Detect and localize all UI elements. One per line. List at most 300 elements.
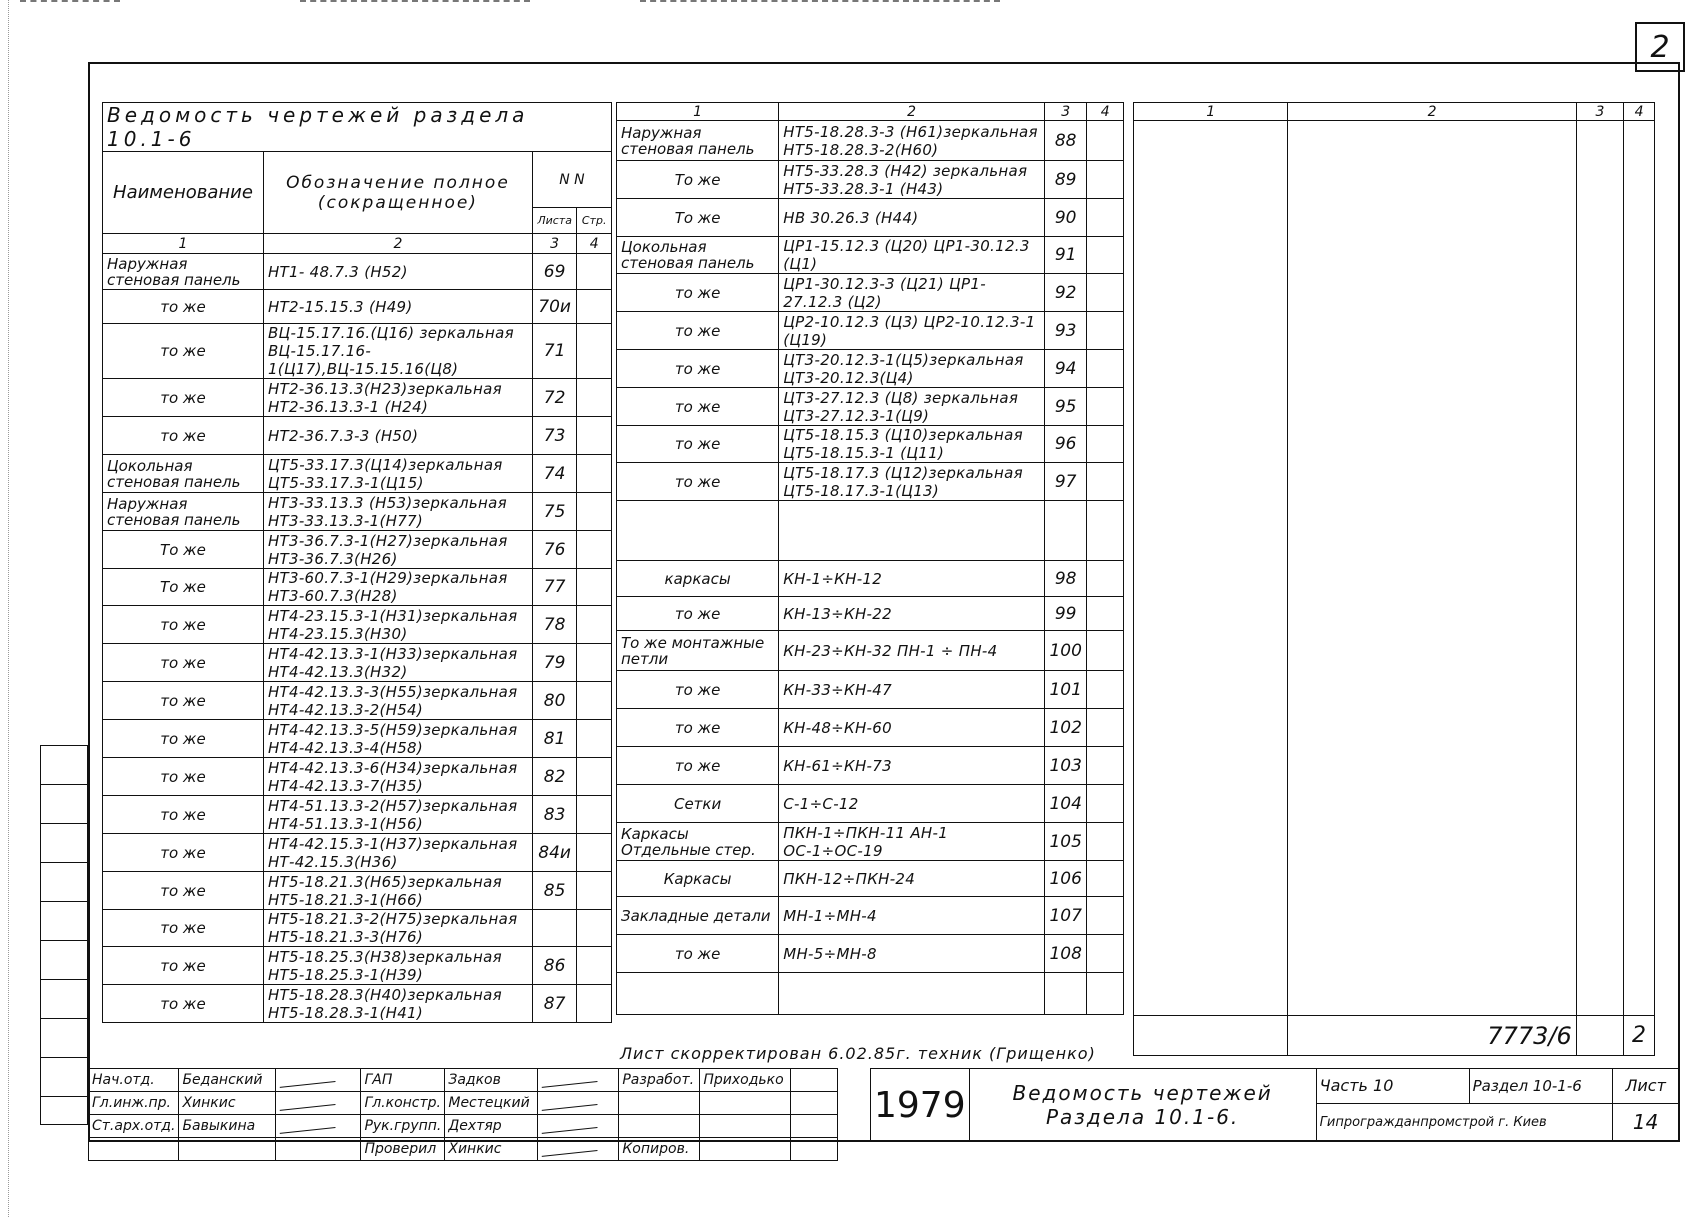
row-designation: НТ1- 48.7.3 (Н52) [263, 254, 532, 290]
row-name: Каркасы [617, 861, 779, 897]
row-sheet-number: 108 [1044, 935, 1087, 973]
table-row [103, 796, 612, 834]
row-page [1087, 823, 1124, 861]
row-page [1087, 426, 1124, 463]
row-designation [779, 973, 1045, 1015]
row-designation: С-1÷С-12 [779, 785, 1045, 823]
row-sheet-number [1044, 501, 1087, 561]
row-page [1087, 897, 1124, 935]
signature [538, 1069, 619, 1092]
stamp-role: Гл.инж.пр. [89, 1092, 179, 1115]
row-sheet-number: 81 [532, 720, 576, 758]
row-sheet-number: 95 [1044, 388, 1087, 426]
row-designation: КН-48÷КН-60 [779, 709, 1045, 747]
row-name: то же [103, 758, 264, 796]
col-index: 3 [1044, 103, 1087, 121]
table-row [103, 910, 612, 947]
row-name: Наружная стеновая панель [617, 121, 779, 161]
row-page [1087, 973, 1124, 1015]
table-row [103, 758, 612, 796]
sheet-value: 14 [1612, 1103, 1679, 1141]
row-name: то же [103, 417, 264, 455]
signature [276, 1092, 361, 1115]
row-page [1087, 274, 1124, 312]
row-page [577, 758, 612, 796]
row-designation: НТ3-36.7.3-1(Н27)зеркальная НТ3-36.7.3(Н26) [263, 531, 532, 569]
row-page [577, 682, 612, 720]
row-name: То же [617, 199, 779, 237]
table-row [103, 720, 612, 758]
row-page [1087, 388, 1124, 426]
row-name: то же [103, 606, 264, 644]
row-designation [779, 501, 1045, 561]
row-name [617, 501, 779, 561]
row-name: то же [103, 796, 264, 834]
row-designation: НТ4-42.15.3-1(Н37)зеркальная НТ-42.15.3(Н36) [263, 834, 532, 872]
row-sheet-number: 71 [532, 324, 576, 379]
stamp-name: Задков [445, 1069, 538, 1092]
row-sheet-number: 103 [1044, 747, 1087, 785]
row-designation: ЦР2-10.12.3 (Ц3) ЦР2-10.12.3-1 (Ц19) [779, 312, 1045, 350]
table-row [103, 324, 612, 379]
row-sheet-number: 106 [1044, 861, 1087, 897]
row-page [1087, 463, 1124, 501]
row-designation: КН-61÷КН-73 [779, 747, 1045, 785]
binding-stamp-strip [40, 745, 88, 1125]
signature-mark [279, 1069, 336, 1088]
table-row [617, 312, 1124, 350]
row-page [577, 493, 612, 531]
signature-row [89, 1092, 838, 1115]
row-designation: НТ4-42.13.3-1(Н33)зеркальная НТ4-42.13.3(Н32) [263, 644, 532, 682]
row-sheet-number: 80 [532, 682, 576, 720]
signature [538, 1138, 619, 1161]
stamp-name: Местецкий [445, 1092, 538, 1115]
stamp-name [179, 1138, 276, 1161]
stamp-role: ГАП [361, 1069, 445, 1092]
signature-row [89, 1069, 838, 1092]
row-designation: НТ5-18.28.3(Н40)зеркальная НТ5-18.28.3-1(Н41) [263, 985, 532, 1023]
stamp-name: Приходько [700, 1069, 791, 1092]
row-designation: НТ5-18.25.3(Н38)зеркальная НТ5-18.25.3-1(Н39) [263, 947, 532, 985]
stamp-name: Бавыкина [179, 1115, 276, 1138]
row-sheet-number: 74 [532, 455, 576, 493]
row-sheet-number [532, 910, 576, 947]
signature [791, 1115, 838, 1138]
row-name: то же [617, 463, 779, 501]
row-page [577, 569, 612, 606]
row-sheet-number: 72 [532, 379, 576, 417]
row-page [577, 834, 612, 872]
row-designation: ЦТ3-27.12.3 (Ц8) зеркальная ЦТ3-27.12.3-1(Ц9) [779, 388, 1045, 426]
row-page [577, 947, 612, 985]
row-name: Каркасы Отдельные стер. [617, 823, 779, 861]
row-name: то же [103, 379, 264, 417]
corner-number: 2 [1624, 1016, 1655, 1056]
table-row [617, 861, 1124, 897]
signature-mark [541, 1069, 598, 1088]
table-row [617, 161, 1124, 199]
table-row [103, 417, 612, 455]
top-edge-mark [20, 0, 120, 16]
row-sheet-number: 86 [532, 947, 576, 985]
table-row [617, 631, 1124, 671]
row-name: то же [617, 935, 779, 973]
row-sheet-number: 97 [1044, 463, 1087, 501]
row-sheet-number: 77 [532, 569, 576, 606]
row-page [577, 531, 612, 569]
row-name: то же [617, 747, 779, 785]
row-name: Наружная стеновая панель [103, 254, 264, 290]
row-page [577, 644, 612, 682]
table-row [617, 501, 1124, 561]
stamp-name: Беданский [179, 1069, 276, 1092]
row-designation: НТ2-36.7.3-3 (Н50) [263, 417, 532, 455]
row-designation: МН-5÷МН-8 [779, 935, 1045, 973]
row-sheet-number: 104 [1044, 785, 1087, 823]
row-sheet-number: 96 [1044, 426, 1087, 463]
row-sheet-number: 91 [1044, 237, 1087, 274]
table-row [103, 606, 612, 644]
row-name: то же [103, 682, 264, 720]
row-page [577, 606, 612, 644]
binding-edge [0, 0, 9, 1217]
row-sheet-number: 99 [1044, 597, 1087, 631]
table-row [617, 973, 1124, 1015]
table-row [617, 561, 1124, 597]
row-designation: ЦТ5-18.17.3 (Ц12)зеркальная ЦТ5-18.17.3-1(Ц13) [779, 463, 1045, 501]
header-nn: N N [532, 152, 611, 208]
header-designation: Обозначение полное (сокращенное) [263, 152, 532, 234]
stamp-role [619, 1092, 700, 1115]
row-designation: НТ4-51.13.3-2(Н57)зеркальная НТ4-51.13.3-1(Н56) [263, 796, 532, 834]
signature-mark [541, 1092, 598, 1111]
table-row [103, 682, 612, 720]
col-index: 4 [1624, 103, 1655, 121]
signature-mark [541, 1138, 598, 1157]
stamp-role: Рук.групп. [361, 1115, 445, 1138]
header-page: Стр. [577, 208, 612, 234]
row-sheet-number: 101 [1044, 671, 1087, 709]
drawing-list-table-left [102, 102, 612, 1023]
row-page [1087, 561, 1124, 597]
row-name: Цокольная стеновая панель [103, 455, 264, 493]
row-name: То же [103, 569, 264, 606]
row-designation: КН-33÷КН-47 [779, 671, 1045, 709]
row-designation: НВ 30.26.3 (Н44) [779, 199, 1045, 237]
row-sheet-number: 94 [1044, 350, 1087, 388]
row-page [577, 985, 612, 1023]
row-page [1087, 350, 1124, 388]
row-designation: ВЦ-15.17.16.(Ц16) зеркальная ВЦ-15.17.16-1(Ц17),ВЦ-15.15.16(Ц8) [263, 324, 532, 379]
row-name: то же [617, 597, 779, 631]
row-sheet-number: 73 [532, 417, 576, 455]
stamp-role: Гл.констр. [361, 1092, 445, 1115]
signature-mark [279, 1115, 336, 1134]
row-sheet-number: 102 [1044, 709, 1087, 747]
row-page [1087, 121, 1124, 161]
row-sheet-number: 88 [1044, 121, 1087, 161]
row-designation: НТ2-15.15.3 (Н49) [263, 290, 532, 324]
sheet-title: Ведомость чертежей Раздела 10.1-6. [969, 1069, 1316, 1142]
signature-row [89, 1115, 838, 1138]
table-row [617, 785, 1124, 823]
stamp-role: Копиров. [619, 1138, 700, 1161]
row-sheet-number: 105 [1044, 823, 1087, 861]
row-name: то же [617, 426, 779, 463]
drawing-number: 7773/6 [1288, 1016, 1576, 1056]
col-index: 3 [1576, 103, 1623, 121]
row-sheet-number: 92 [1044, 274, 1087, 312]
row-name: каркасы [617, 561, 779, 597]
row-sheet-number: 84и [532, 834, 576, 872]
row-name: То же монтажные петли [617, 631, 779, 671]
row-name: Сетки [617, 785, 779, 823]
table-row [103, 531, 612, 569]
part: Часть 10 [1316, 1069, 1469, 1104]
row-sheet-number: 100 [1044, 631, 1087, 671]
row-page [577, 324, 612, 379]
row-page [577, 455, 612, 493]
row-sheet-number: 85 [532, 872, 576, 910]
table-row [617, 597, 1124, 631]
row-page [1087, 199, 1124, 237]
row-page [1087, 631, 1124, 671]
col-index: 2 [1288, 103, 1576, 121]
sheet-label: Лист [1612, 1069, 1679, 1104]
row-sheet-number [1044, 973, 1087, 1015]
stamp-name [700, 1115, 791, 1138]
row-designation: НТ4-42.13.3-6(Н34)зеркальная НТ4-42.13.3-7(Н35) [263, 758, 532, 796]
table-row [103, 455, 612, 493]
stamp-name: Хинкис [445, 1138, 538, 1161]
row-designation: НТ3-60.7.3-1(Н29)зеркальная НТ3-60.7.3(Н28) [263, 569, 532, 606]
table-row [617, 426, 1124, 463]
row-page [1087, 709, 1124, 747]
row-designation: НТ5-18.21.3-2(Н75)зеркальная НТ5-18.21.3-3(Н76) [263, 910, 532, 947]
row-name: то же [103, 985, 264, 1023]
row-designation: НТ3-33.13.3 (Н53)зеркальная НТ3-33.13.3-1(Н77) [263, 493, 532, 531]
section: Раздел 10-1-6 [1469, 1069, 1612, 1104]
table-row [617, 709, 1124, 747]
top-sheet-number: 2 [1635, 22, 1685, 72]
row-sheet-number: 78 [532, 606, 576, 644]
header-name: Наименование [103, 152, 264, 234]
signature-mark [541, 1115, 598, 1134]
table-row [617, 274, 1124, 312]
row-name: Наружная стеновая панель [103, 493, 264, 531]
table-row [103, 947, 612, 985]
row-designation: НТ5-18.28.3-3 (Н61)зеркальная НТ5-18.28.3-2(Н60) [779, 121, 1045, 161]
row-page [1087, 501, 1124, 561]
signature [791, 1069, 838, 1092]
row-name: То же [617, 161, 779, 199]
col-index: 1 [103, 234, 264, 254]
row-name: то же [617, 312, 779, 350]
drawing-list-table-middle [616, 102, 1124, 1015]
row-designation: ЦР1-15.12.3 (Ц20) ЦР1-30.12.3 (Ц1) [779, 237, 1045, 274]
stamp-role: Разработ. [619, 1069, 700, 1092]
row-sheet-number: 75 [532, 493, 576, 531]
row-page [1087, 597, 1124, 631]
table-row [617, 237, 1124, 274]
year: 1979 [871, 1069, 970, 1142]
col-index: 2 [779, 103, 1045, 121]
signature [276, 1115, 361, 1138]
row-name: то же [103, 644, 264, 682]
row-page [1087, 785, 1124, 823]
row-page [1087, 747, 1124, 785]
row-designation: ЦТ3-20.12.3-1(Ц5)зеркальная ЦТ3-20.12.3(Ц4) [779, 350, 1045, 388]
row-name: То же [103, 531, 264, 569]
row-designation: ПКН-1÷ПКН-11 АН-1 ОС-1÷ОС-19 [779, 823, 1045, 861]
stamp-name [700, 1092, 791, 1115]
row-page [577, 254, 612, 290]
row-sheet-number: 82 [532, 758, 576, 796]
signature-row [89, 1138, 838, 1161]
table-row [103, 254, 612, 290]
row-page [1087, 161, 1124, 199]
signature-table [88, 1068, 838, 1161]
row-page [1087, 312, 1124, 350]
table-row [103, 569, 612, 606]
row-sheet-number: 79 [532, 644, 576, 682]
row-page [577, 290, 612, 324]
row-page [1087, 861, 1124, 897]
row-name: то же [103, 720, 264, 758]
stamp-role: Ст.арх.отд. [89, 1115, 179, 1138]
row-sheet-number: 70и [532, 290, 576, 324]
row-page [577, 379, 612, 417]
row-page [1087, 237, 1124, 274]
table-row [617, 463, 1124, 501]
col-index: 2 [263, 234, 532, 254]
header-sheet: Листа [532, 208, 576, 234]
row-page [1087, 935, 1124, 973]
table-row [103, 985, 612, 1023]
signature [538, 1092, 619, 1115]
top-edge-mark [300, 0, 530, 16]
row-name: то же [617, 671, 779, 709]
signature [538, 1115, 619, 1138]
table-row [103, 290, 612, 324]
title-block [88, 1068, 1680, 1157]
table-row [617, 350, 1124, 388]
row-sheet-number: 93 [1044, 312, 1087, 350]
table-row [617, 388, 1124, 426]
row-name: то же [617, 350, 779, 388]
stamp-name: Дехтяр [445, 1115, 538, 1138]
organization: Гипрогражданпромстрой г. Киев [1316, 1103, 1612, 1141]
row-name: то же [103, 290, 264, 324]
row-designation: НТ4-42.13.3-5(Н59)зеркальная НТ4-42.13.3-4(Н58) [263, 720, 532, 758]
row-name: то же [617, 274, 779, 312]
row-designation: КН-23÷КН-32 ПН-1 ÷ ПН-4 [779, 631, 1045, 671]
stamp-name: Хинкис [179, 1092, 276, 1115]
table-row [103, 379, 612, 417]
row-sheet-number: 90 [1044, 199, 1087, 237]
title-block-main [870, 1068, 1680, 1142]
row-sheet-number: 107 [1044, 897, 1087, 935]
table-row [103, 834, 612, 872]
row-name: то же [617, 388, 779, 426]
signature-mark [279, 1092, 336, 1111]
row-name: то же [617, 709, 779, 747]
row-designation: ПКН-12÷ПКН-24 [779, 861, 1045, 897]
row-name: то же [103, 910, 264, 947]
row-designation: КН-1÷КН-12 [779, 561, 1045, 597]
col-index: 4 [1087, 103, 1124, 121]
table-row [103, 872, 612, 910]
row-designation: НТ5-33.28.3 (Н42) зеркальная НТ5-33.28.3-1 (Н43) [779, 161, 1045, 199]
table-row [617, 897, 1124, 935]
table-title: Ведомость чертежей раздела 10.1-6 [103, 103, 612, 152]
row-sheet-number: 76 [532, 531, 576, 569]
row-sheet-number: 89 [1044, 161, 1087, 199]
row-designation: ЦТ5-18.15.3 (Ц10)зеркальная ЦТ5-18.15.3-1 (Ц11) [779, 426, 1045, 463]
row-name: то же [103, 872, 264, 910]
row-designation: НТ4-23.15.3-1(Н31)зеркальная НТ4-23.15.3(Н30) [263, 606, 532, 644]
row-designation: МН-1÷МН-4 [779, 897, 1045, 935]
row-name: то же [103, 834, 264, 872]
table-row [617, 935, 1124, 973]
row-page [577, 910, 612, 947]
col-index: 1 [617, 103, 779, 121]
row-page [577, 872, 612, 910]
stamp-role [89, 1138, 179, 1161]
row-name: то же [103, 324, 264, 379]
row-designation: КН-13÷КН-22 [779, 597, 1045, 631]
table-row [103, 493, 612, 531]
row-designation: ЦР1-30.12.3-3 (Ц21) ЦР1-27.12.3 (Ц2) [779, 274, 1045, 312]
row-designation: НТ2-36.13.3(Н23)зеркальная НТ2-36.13.3-1 (Н24) [263, 379, 532, 417]
top-edge-mark [640, 0, 1000, 16]
table-row [103, 644, 612, 682]
stamp-role: Нач.отд. [89, 1069, 179, 1092]
row-page [577, 417, 612, 455]
stamp-role: Проверил [361, 1138, 445, 1161]
row-sheet-number: 98 [1044, 561, 1087, 597]
col-index: 3 [532, 234, 576, 254]
row-sheet-number: 69 [532, 254, 576, 290]
row-designation: ЦТ5-33.17.3(Ц14)зеркальная ЦТ5-33.17.3-1(Ц15) [263, 455, 532, 493]
stamp-name [700, 1138, 791, 1161]
col-index: 1 [1134, 103, 1288, 121]
row-name [617, 973, 779, 1015]
signature [276, 1138, 361, 1161]
row-sheet-number: 87 [532, 985, 576, 1023]
table-row [617, 199, 1124, 237]
table-row [617, 747, 1124, 785]
stamp-role [619, 1115, 700, 1138]
row-name: Закладные детали [617, 897, 779, 935]
signature [791, 1138, 838, 1161]
col-index: 4 [577, 234, 612, 254]
row-sheet-number: 83 [532, 796, 576, 834]
signature [791, 1092, 838, 1115]
row-page [577, 796, 612, 834]
table-row [617, 671, 1124, 709]
correction-note: Лист скорректирован 6.02.85г. техник (Грищенко) [620, 1044, 1096, 1063]
row-designation: НТ4-42.13.3-3(Н55)зеркальная НТ4-42.13.3-2(Н54) [263, 682, 532, 720]
row-name: то же [103, 947, 264, 985]
signature [276, 1069, 361, 1092]
row-page [577, 720, 612, 758]
drawing-list-table-right [1133, 102, 1655, 1056]
table-row [617, 121, 1124, 161]
row-designation: НТ5-18.21.3(Н65)зеркальная НТ5-18.21.3-1(Н66) [263, 872, 532, 910]
row-name: Цокольная стеновая панель [617, 237, 779, 274]
